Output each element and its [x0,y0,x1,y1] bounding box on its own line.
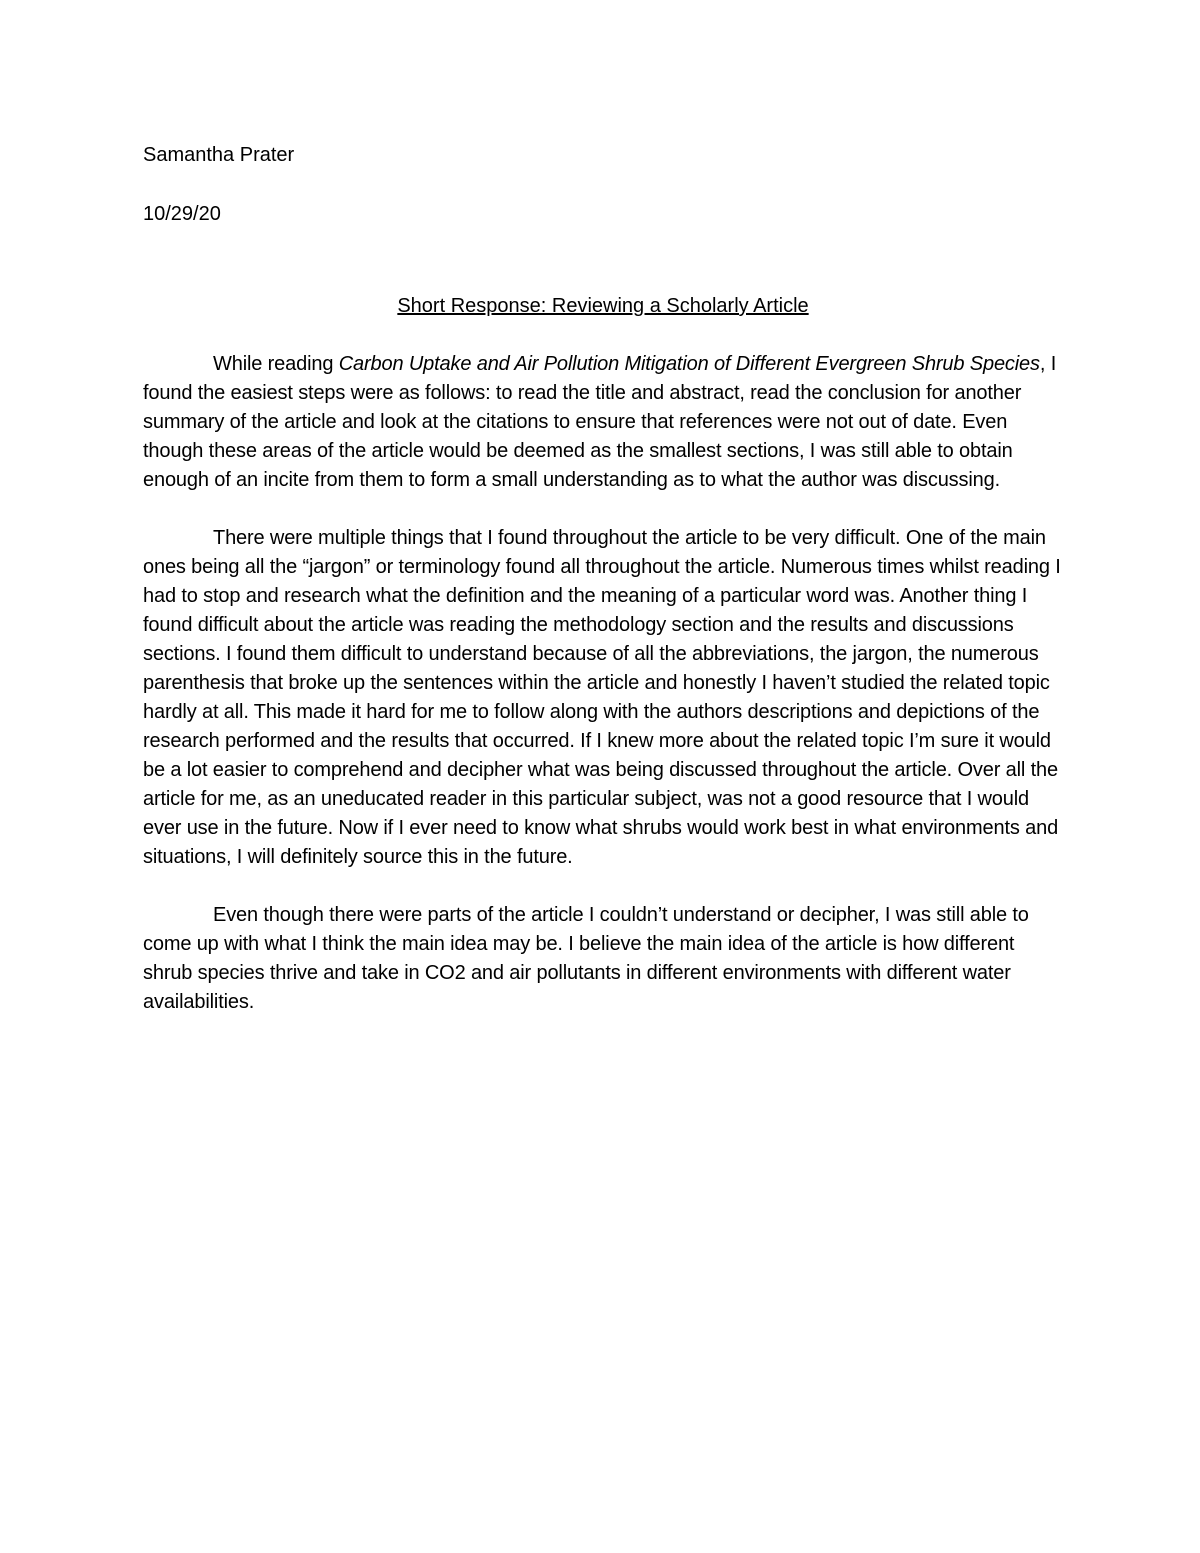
paragraph-2: There were multiple things that I found throughout the article to be very difficult. One of the main ones being all the “jargon” or terminology found all throughout the article. Numerous times whilst reading I had to stop and research what the definition and the meaning of a particular word was. Another thing I found difficult about the article was reading the methodology section and the results and discussions sections. I found them difficult to understand because of all the abbreviations, the jargon, the numerous parenthesis that broke up the sentences within the article and honestly I haven’t studied the related topic hardly at all. This made it hard for me to follow along with the authors descriptions and depictions of the research performed and the results that occurred. If I knew more about the related topic I’m sure it would be a lot easier to comprehend and decipher what was being discussed throughout the article. Over all the article for me, as an uneducated reader in this particular subject, was not a good resource that I would ever use in the future. Now if I ever need to know what shrubs would work best in what environments and situations, I will definitely source this in the future. [143,527,1061,868]
article-title-italic: Carbon Uptake and Air Pollution Mitigation of Different Evergreen Shrub Species [338,353,1040,375]
document-title: Short Response: Reviewing a Scholarly Article [397,295,809,317]
paragraph-1-lead: While reading [213,353,339,375]
paragraph-1 [143,350,1063,495]
author-name: Samantha Prater [143,144,295,166]
document-body [143,141,1063,1017]
paragraph-1-text: , I found the easiest steps were as follows: to read the title and abstract, read the conclusion for another summary of the article and look at the citations to ensure that references were not out of date. Even though these areas of the article would be deemed as the smallest sections, I was still able to obtain enough of an incite from them to form a small understanding as to what the author was discussing. [143,353,1057,491]
document-date: 10/29/20 [143,203,221,225]
paragraph-3: Even though there were parts of the article I couldn’t understand or decipher, I was still able to come up with what I think the main idea may be. I believe the main idea of the article is how different shrub species thrive and take in CO2 and air pollutants in different environments with different water availabilities. [143,904,1029,1013]
